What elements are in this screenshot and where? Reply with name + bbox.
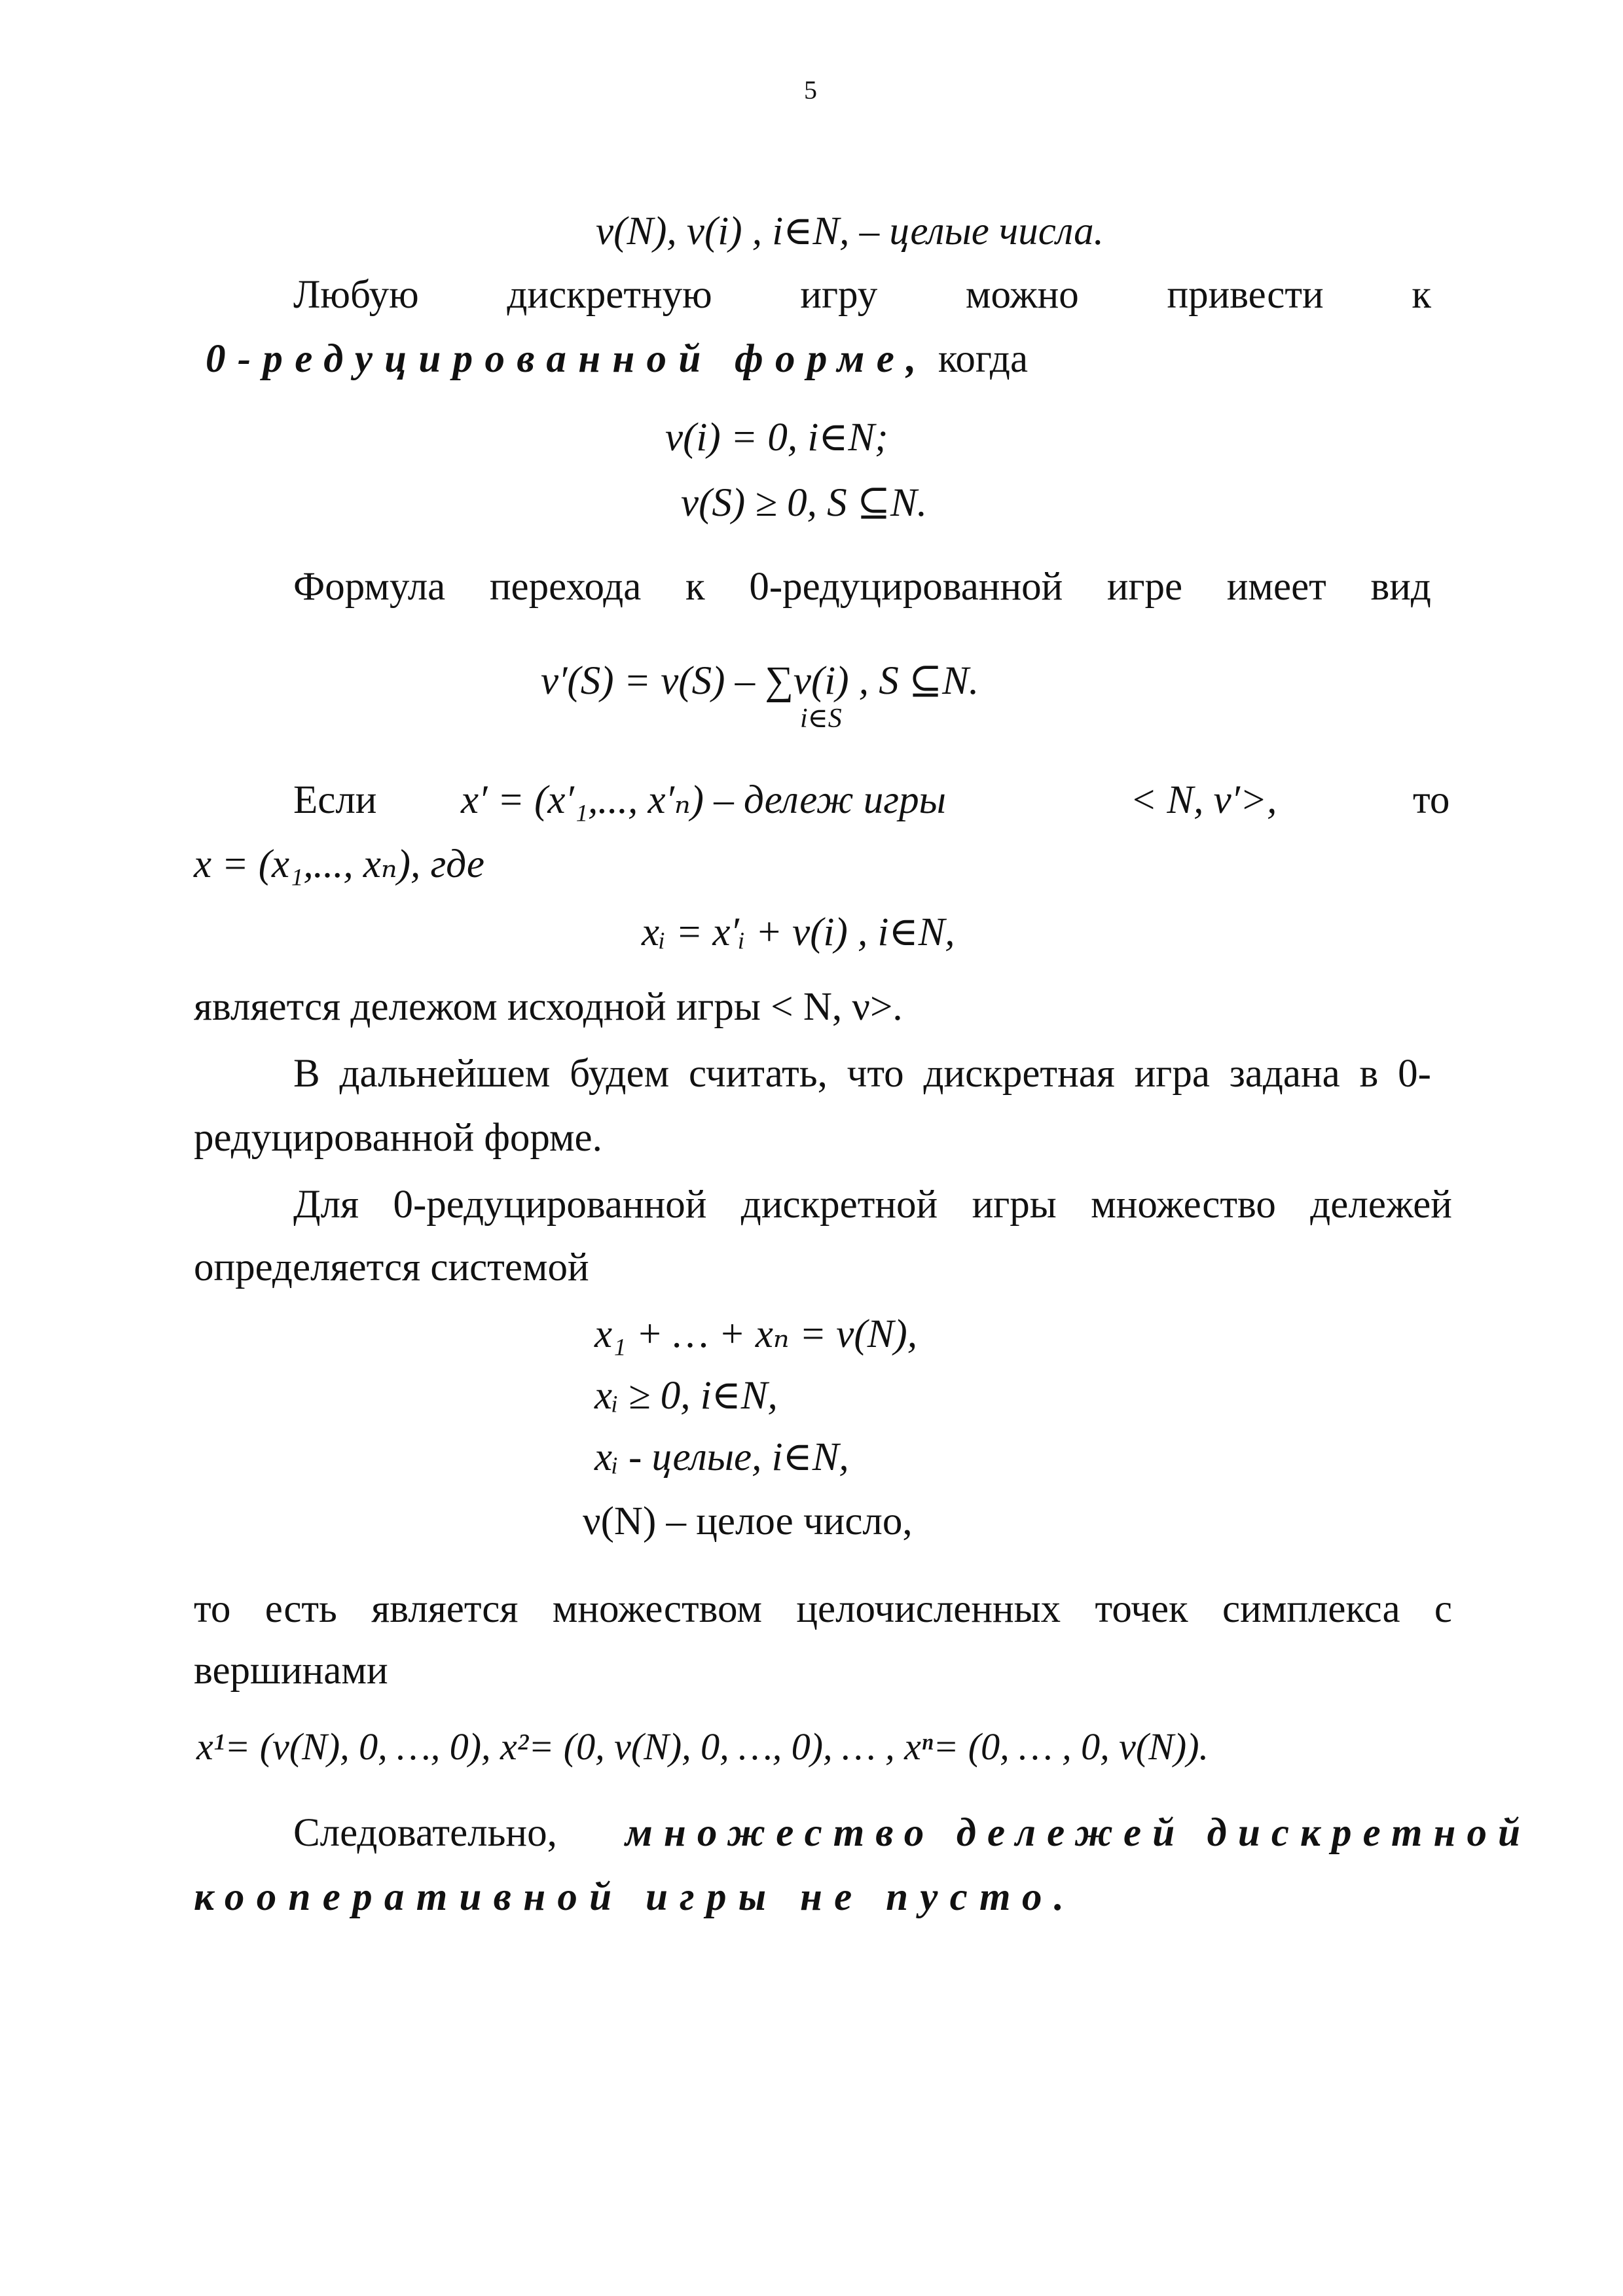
word: с xyxy=(1434,1587,1452,1631)
word: то xyxy=(194,1587,231,1631)
word: 0- xyxy=(1398,1052,1431,1096)
word: дальнейшем xyxy=(339,1052,551,1096)
emphasis-conclusion: множество дележей дискретной xyxy=(625,1811,1532,1855)
word: дискретную xyxy=(507,273,712,317)
formula-transition: ν′(S) = ν(S) – ∑ν(i) , S ⊆N. xyxy=(541,659,979,703)
word: то xyxy=(1413,778,1450,822)
word: в xyxy=(1359,1052,1379,1096)
system-equation-1: x₁ + … + xₙ = ν(N), xyxy=(594,1312,917,1356)
word: можно xyxy=(965,273,1079,317)
formula-condition-2: ν(S) ≥ 0, S ⊆N. xyxy=(681,481,927,525)
word: 0-редуцированной xyxy=(393,1183,707,1227)
word: дискретная xyxy=(923,1052,1115,1096)
word: множеством xyxy=(552,1587,762,1631)
word: игре xyxy=(1106,565,1183,609)
word: привести xyxy=(1167,273,1324,317)
word: Для xyxy=(293,1183,359,1227)
system-equation-2: xᵢ ≥ 0, i∈N, xyxy=(594,1374,778,1418)
paragraph-line xyxy=(206,339,1028,379)
word: считать, xyxy=(689,1052,828,1096)
emphasis-term: 0-редуцированной форме, xyxy=(206,337,928,381)
word: Любую xyxy=(293,273,419,317)
word: дискретной xyxy=(740,1183,938,1227)
formula-simplex-vertices: x¹= (ν(N), 0, …, 0), x²= (0, ν(N), 0, …, 0), … , xⁿ= (0, … , 0, ν(N)). xyxy=(196,1725,1209,1768)
formula-integer-values: ν(N), ν(i) , i∈N, – целые числа. xyxy=(596,209,1104,253)
word: целочисленных xyxy=(796,1587,1061,1631)
word: Формула xyxy=(293,565,446,609)
system-equation-4: ν(N) – целое число, xyxy=(583,1499,913,1543)
word: есть xyxy=(264,1587,337,1631)
word: вид xyxy=(1370,565,1431,609)
paragraph-line xyxy=(293,275,1431,315)
paragraph-line xyxy=(194,1589,1452,1629)
word: симплекса xyxy=(1222,1587,1400,1631)
word: множество xyxy=(1091,1183,1276,1227)
system-equation-3: xᵢ - целые, i∈N, xyxy=(594,1435,849,1479)
word: игру xyxy=(800,273,878,317)
paragraph-line xyxy=(293,1185,1452,1225)
word: игра xyxy=(1134,1052,1210,1096)
paragraph-line: Если xyxy=(293,778,377,822)
word: В xyxy=(293,1052,320,1096)
word: точек xyxy=(1095,1587,1188,1631)
paragraph-line: является дележом исходной игры < N, ν>. xyxy=(194,985,903,1029)
word: к xyxy=(1412,273,1431,317)
paragraph-line xyxy=(293,567,1431,607)
word: перехода xyxy=(489,565,642,609)
emphasis-conclusion: кооперативной игры не пусто. xyxy=(194,1875,1076,1919)
paragraph-line: вершинами xyxy=(194,1649,388,1693)
formula-component: xᵢ = x′ᵢ + ν(i) , i∈N, xyxy=(642,910,955,954)
formula-imputation: x = (x₁,..., xₙ), где xyxy=(194,842,484,886)
word: 0-редуцированной xyxy=(749,565,1063,609)
word: к xyxy=(685,565,705,609)
formula-condition-1: ν(i) = 0, i∈N; xyxy=(665,416,888,459)
paragraph-line: определяется системой xyxy=(194,1246,589,1289)
word: игры xyxy=(972,1183,1057,1227)
word: задана xyxy=(1229,1052,1340,1096)
word: дележей xyxy=(1310,1183,1452,1227)
word: имеет xyxy=(1226,565,1326,609)
paragraph-line: редуцированной форме. xyxy=(194,1116,602,1160)
page-number: 5 xyxy=(804,75,817,105)
word: что xyxy=(847,1052,904,1096)
word: будем xyxy=(570,1052,670,1096)
sum-index: i∈S xyxy=(800,704,842,734)
paragraph-line: Следовательно, xyxy=(293,1811,557,1855)
formula-imputation-prime: x′ = (x′₁,..., x′ₙ) – дележ игры xyxy=(461,778,946,822)
text: когда xyxy=(928,337,1029,381)
paragraph-line xyxy=(293,1054,1431,1094)
word: является xyxy=(371,1587,519,1631)
formula-game-prime: < N, ν′>, xyxy=(1130,778,1277,822)
